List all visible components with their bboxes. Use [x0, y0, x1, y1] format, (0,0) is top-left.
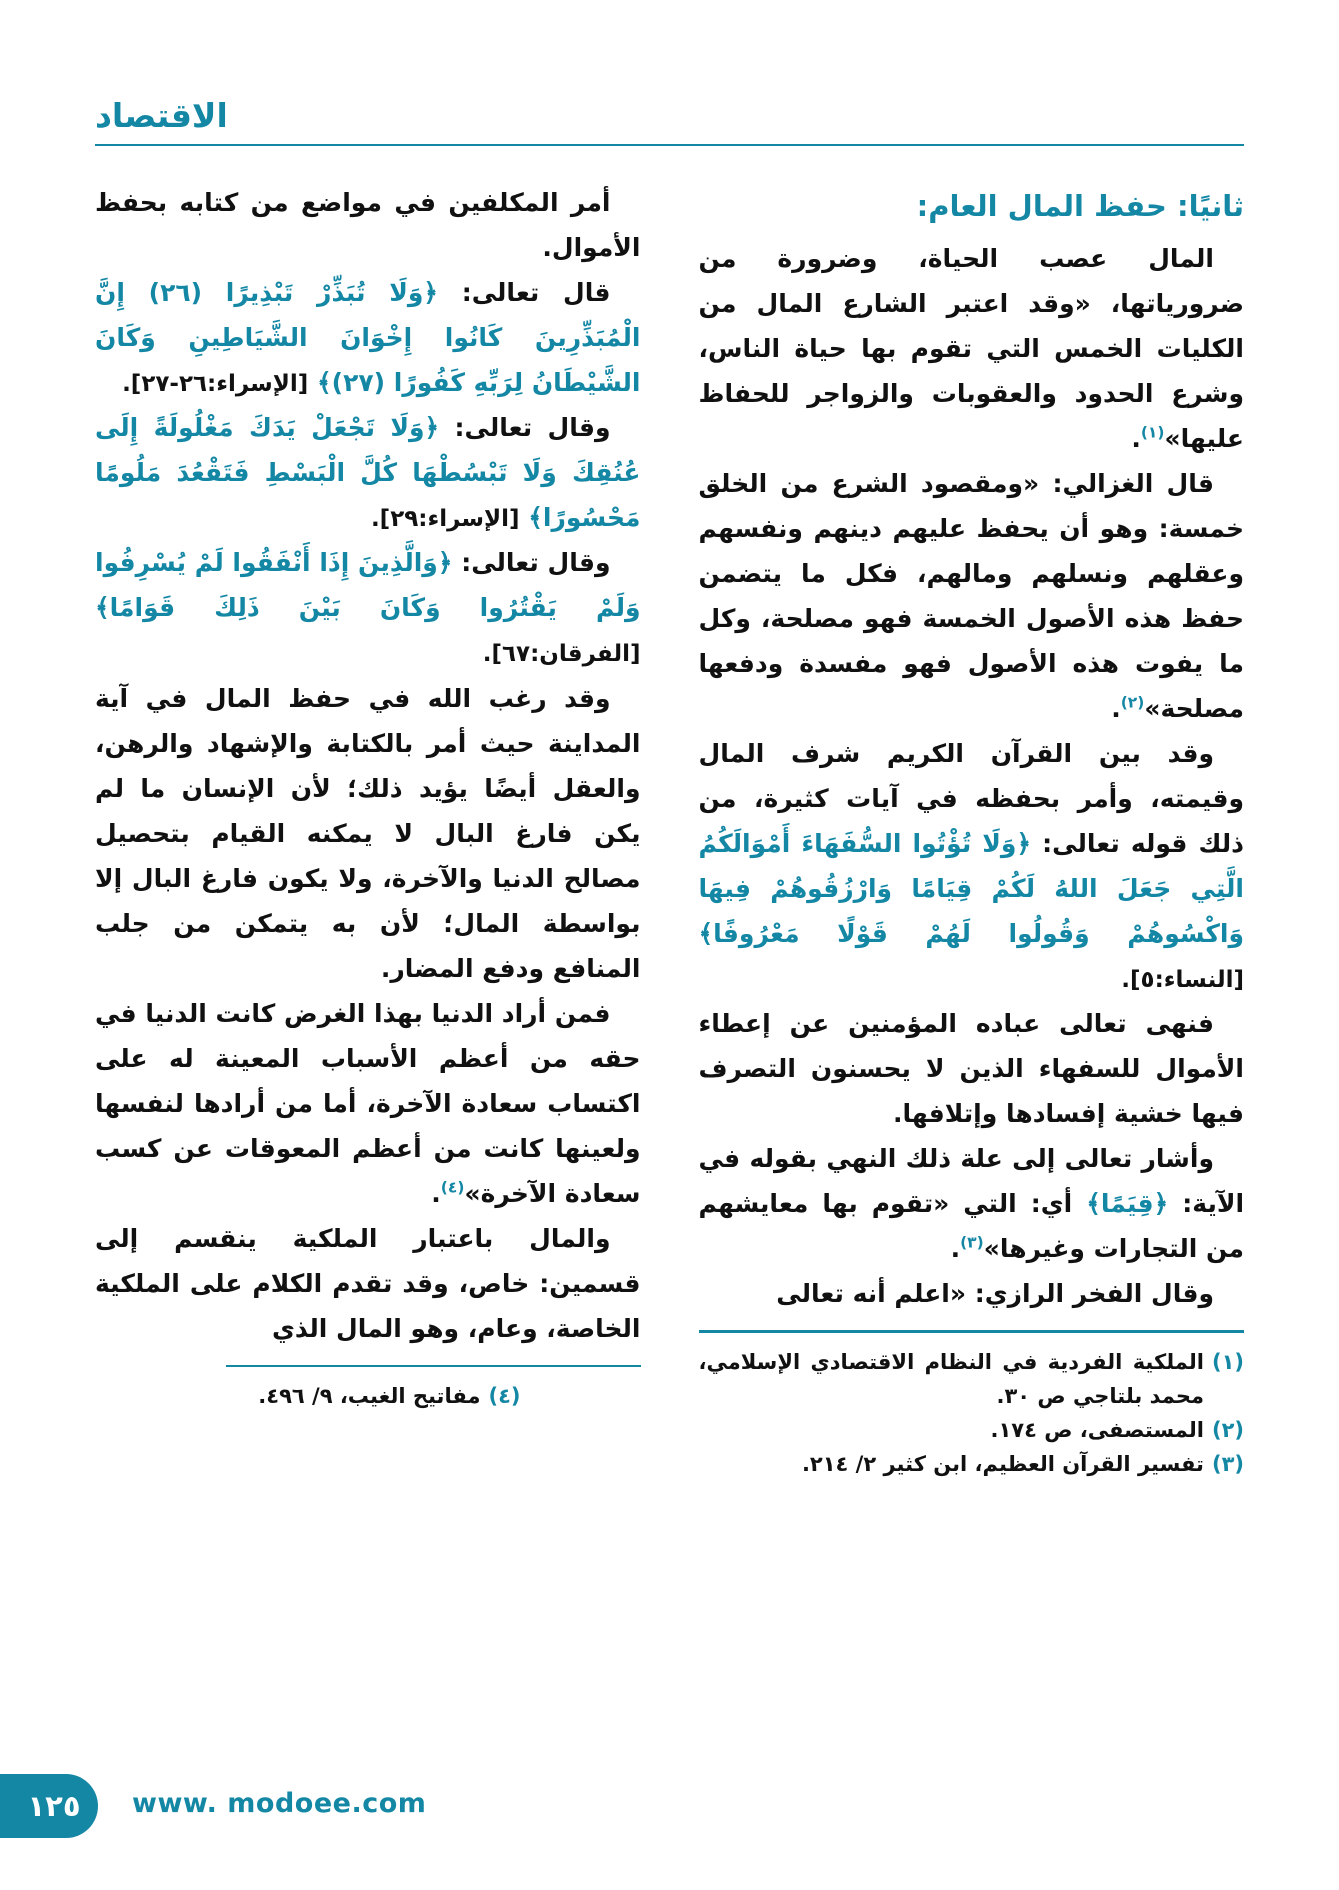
quran-verse: ﴿وَلَا تُؤْتُوا السُّفَهَاءَ أَمْوَالَكُمُ الَّتِي جَعَلَ اللهُ لَكُمْ قِيَامًا وَارْزُقُوهُمْ فِيهَا وَاكْسُوهُمْ وَقُولُوا لَهُمْ قَوْلًا مَعْرُوفًا﴾ [698, 828, 1244, 948]
footnote-item [699, 1413, 1245, 1447]
body-text: . [431, 1178, 441, 1208]
quran-verse: ﴿وَالَّذِينَ إِذَا أَنْفَقُوا لَمْ يُسْرِفُوا وَلَمْ يَقْتُرُوا وَكَانَ بَيْنَ ذَلِكَ قَوَامًا﴾ [95, 548, 641, 623]
footnote-rule [226, 1365, 641, 1368]
left-column [95, 180, 641, 1414]
paragraph [95, 1216, 641, 1351]
body-text: فمن أراد الدنيا بهذا الغرض كانت الدنيا في حقه من أعظم الأسباب المعينة له على اكتساب سعادة الآخرة، أما من أرادها لنفسها ولعينها كانت من أعظم المعوقات عن كسب سعادة الآخرة» [95, 998, 641, 1208]
footnote-rule [699, 1330, 1245, 1333]
quran-verse: ﴿وَلَا تَجْعَلْ يَدَكَ مَغْلُولَةً إِلَى عُنُقِكَ وَلَا تَبْسُطْهَا كُلَّ الْبَسْطِ فَتَقْعُدَ مَلُومًا مَحْسُورًا﴾ [95, 412, 641, 532]
footnote-text: الملكية الفردية في النظام الاقتصادي الإسلامي، محمد بلتاجي ص ٣٠. [698, 1349, 1204, 1408]
paragraph [699, 461, 1245, 731]
footnote-marker: (٢) [1120, 693, 1145, 712]
body-text: قال تعالى: [438, 277, 611, 307]
quran-verse: ﴿وَلَا تُبَذِّرْ تَبْذِيرًا (٢٦) إِنَّ الْمُبَذِّرِينَ كَانُوا إِخْوَانَ الشَّيَاطِينِ وَكَانَ الشَّيْطَانُ لِرَبِّهِ كَفُورًا (٢٧)﴾ [95, 277, 641, 397]
footnotes-right [699, 1330, 1245, 1481]
page-header [0, 0, 1339, 146]
footnote-item [699, 1345, 1245, 1413]
body-text: والمال باعتبار الملكية ينقسم إلى قسمين: خاص، وقد تقدم الكلام على الملكية الخاصة، وعام، وهو المال الذي [95, 1223, 641, 1343]
quran-verse: ﴿قِيَمًا﴾ [1072, 1189, 1169, 1219]
verse-reference: [النساء:٥]. [1121, 966, 1244, 993]
footnote-marker: (٤) [440, 1178, 465, 1197]
footnote-text: مفاتيح الغيب، ٩/ ٤٩٦. [258, 1384, 481, 1409]
page-number: ١٢٥ [27, 1789, 81, 1823]
paragraph [95, 676, 641, 991]
paragraph [95, 540, 641, 675]
paragraph [699, 731, 1245, 1001]
body-text: المال عصب الحياة، وضرورة من ضرورياتها، «وقد اعتبر الشارع المال من الكليات الخمس التي تقوم بها حياة الناس، وشرع الحدود والعقوبات والزواجر للحفاظ عليها» [698, 243, 1244, 453]
section-heading: ثانيًا: حفظ المال العام: [916, 188, 1244, 223]
paragraph [95, 270, 641, 405]
paragraph [95, 405, 641, 540]
body-text: . [1111, 693, 1121, 723]
body-text: وقال الفخر الرازي: «اعلم أنه تعالى [776, 1279, 1214, 1309]
page-footer [0, 1774, 1339, 1844]
body-text: وقال تعالى: [439, 412, 611, 442]
verse-reference: [الفرقان:٦٧]. [482, 641, 641, 668]
body-text: أمر المكلفين في مواضع من كتابه بحفظ الأموال. [95, 187, 641, 262]
body-text: وقد بين القرآن الكريم شرف المال وقيمته، وأمر بحفظه في آيات كثيرة، من ذلك قوله تعالى: [698, 738, 1244, 858]
header-title: الاقتصاد [95, 96, 228, 135]
footnotes-left [95, 1365, 641, 1414]
paragraph [95, 180, 641, 270]
body-text: . [1131, 423, 1141, 453]
body-text: . [950, 1234, 961, 1264]
footnote-text: المستصفى، ص ١٧٤. [990, 1417, 1204, 1442]
paragraph [699, 1001, 1245, 1136]
body-text: وقد رغب الله في حفظ المال في آية المداينة حيث أمر بالكتابة والإشهاد والرهن، والعقل أيضًا يؤيد ذلك؛ لأن الإنسان ما لم يكن فارغ البال لا يمكنه القيام بتحصيل مصالح الدنيا والآخرة، ولا يكون فارغ البال إلا بواسطة المال؛ لأن به يتمكن من جلب المنافع ودفع المضار. [95, 683, 641, 983]
paragraph [699, 1271, 1245, 1316]
body-text: وقال تعالى: [452, 548, 611, 578]
footnote-text: تفسير القرآن العظيم، ابن كثير ٢/ ٢١٤. [801, 1451, 1204, 1476]
verse-reference: [الإسراء:٢٩]. [370, 505, 520, 532]
footnote-number: (١) [1211, 1349, 1244, 1374]
body-text: قال الغزالي: «ومقصود الشرع من الخلق خمسة: وهو أن يحفظ عليهم دينهم ونفسهم وعقلهم ونسلهم ومالهم، فكل ما يتضمن حفظ هذه الأصول الخمسة فهو مصلحة، وكل ما يفوت هذه الأصول فهو مفسدة ودفعها مصلحة» [698, 468, 1244, 723]
footnote-number: (٢) [1211, 1417, 1244, 1442]
footnote-number: (٤) [488, 1384, 521, 1409]
verse-reference: [الإسراء:٢٦-٢٧]. [122, 370, 309, 397]
footnote-item [95, 1379, 641, 1413]
website-text: www. modoee.com [132, 1788, 427, 1819]
paragraph [699, 236, 1245, 461]
body-text: أي: التي «تقوم بها معايشهم من التجارات وغيرها» [698, 1189, 1244, 1264]
content-columns [0, 146, 1339, 1481]
footnote-item [699, 1447, 1245, 1481]
footnote-marker: (٣) [960, 1233, 984, 1252]
body-text: فنهى تعالى عباده المؤمنين عن إعطاء الأموال للسفهاء الذين لا يحسنون التصرف فيها خشية إفسادها وإتلافها. [698, 1009, 1244, 1129]
right-column [699, 180, 1245, 1481]
paragraph [95, 991, 641, 1216]
footnote-marker: (١) [1140, 423, 1165, 442]
page-number-badge [0, 1774, 98, 1838]
footnote-number: (٣) [1211, 1451, 1244, 1476]
paragraph [699, 1136, 1245, 1271]
body-text: وأشار تعالى إلى علة ذلك النهي بقوله في الآية: [698, 1144, 1245, 1219]
